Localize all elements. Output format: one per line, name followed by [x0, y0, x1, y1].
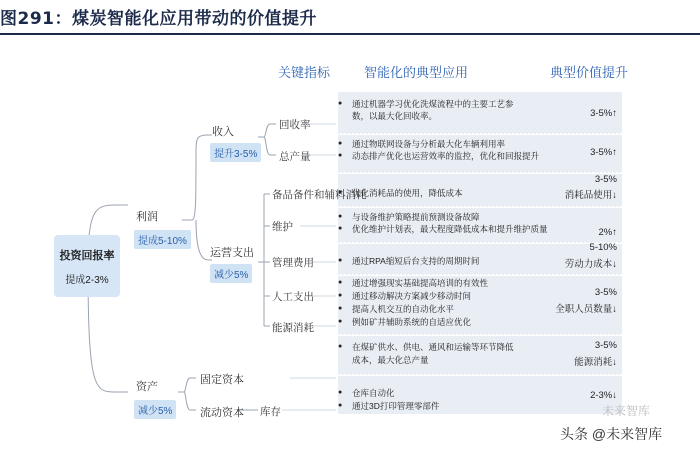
value-label: 消耗品使用↓: [564, 190, 617, 201]
application-bullet: ● 优化维护计划表，最大程度降低成本和提升维护质量: [352, 223, 548, 235]
column-header-application: 智能化的典型应用: [364, 66, 469, 81]
leaf-spare-parts: 备品备件和辅料消耗: [272, 189, 367, 201]
application-bullet: ● 例如矿井辅助系统的自适应优化: [352, 316, 471, 328]
value-label: 3-5%: [594, 287, 617, 298]
sub-label-fixed-assets: 固定资本: [200, 374, 244, 386]
branch-label-assets: 资产: [136, 381, 158, 393]
sub-label-opex: 运营支出: [210, 247, 254, 259]
application-bullet: ● 通过物联网设备与分析最大化车辆利用率: [352, 138, 505, 150]
sub-tag-revenue: 提升3-5%: [210, 143, 261, 162]
value-label: 3-5%↑: [590, 147, 617, 158]
leaf-admin: 管理费用: [272, 257, 314, 269]
leaf-output: 总产量: [279, 151, 311, 163]
sub-label-revenue: 收入: [212, 126, 234, 138]
application-bullet: ● 在煤矿供水、供电、通风和运输等环节降低: [352, 341, 514, 353]
application-bullet: ● 通过移动解决方案减少移动时间: [352, 290, 471, 302]
application-bullet: ● 通过增强现实基础提高培训的有效性: [352, 277, 488, 289]
sub-tag-opex: 减少5%: [210, 264, 252, 283]
leaf-recovery: 回收率: [279, 119, 311, 131]
value-label: 2-3%↓: [590, 390, 617, 401]
root-tag: 提成2-3%: [65, 274, 109, 286]
value-label: 全职人员数量↓: [555, 304, 617, 315]
column-header-indicator: 关键指标: [278, 66, 331, 81]
value-label: 3-5%: [594, 340, 617, 351]
leaf-maintenance: 维护: [272, 221, 293, 233]
root-node: [54, 235, 120, 297]
value-label: 能源消耗↓: [574, 357, 617, 368]
branch-tag-profit: 提成5-10%: [134, 230, 191, 249]
application-bullet-continuation: 数，以最大化回收率。: [352, 111, 438, 121]
application-bullet: ● 与设备维护策略提前预测设备故障: [352, 211, 480, 223]
leaf-inventory: 库存: [260, 406, 281, 418]
value-label: 3-5%↑: [590, 108, 617, 119]
application-bullet: ● 通过RPA缩短后台支持的周期时间: [352, 255, 479, 267]
value-label: 3-5%: [594, 174, 617, 185]
leaf-energy: 能源消耗: [272, 322, 314, 334]
application-bullet: ● 提高人机交互的自动化水平: [352, 303, 454, 315]
application-bullet: ● 优化消耗品的使用，降低成本: [352, 187, 463, 199]
application-bullet: ● 动态排产优化也运营效率的监控，优化和回报提升: [352, 150, 539, 162]
application-bullet: ● 通过机器学习优化洗煤流程中的主要工艺参: [352, 98, 514, 110]
application-bullet: ● 仓库自动化: [352, 387, 395, 399]
branch-tag-assets: 减少5%: [134, 400, 176, 419]
watermark-text: 头条 @未来智库: [560, 426, 663, 442]
column-header-value: 典型价值提升: [550, 66, 629, 81]
value-label: 5-10%: [589, 242, 617, 253]
branch-label-profit: 利润: [136, 211, 158, 223]
value-label: 劳动力成本↓: [564, 259, 617, 270]
sub-label-working-capital: 流动资本: [200, 407, 244, 419]
root-label: 投资回报率: [59, 249, 115, 262]
leaf-labor: 人工支出: [272, 291, 314, 303]
application-bullet: ● 通过3D打印管理零部件: [352, 400, 439, 412]
figure-title: 图291：煤炭智能化应用带动的价值提升: [0, 9, 317, 29]
watermark-logo: 未来智库: [602, 404, 651, 418]
application-bullet-continuation: 成本，最大化总产量: [352, 355, 429, 365]
value-label: 2%↑: [598, 227, 617, 238]
